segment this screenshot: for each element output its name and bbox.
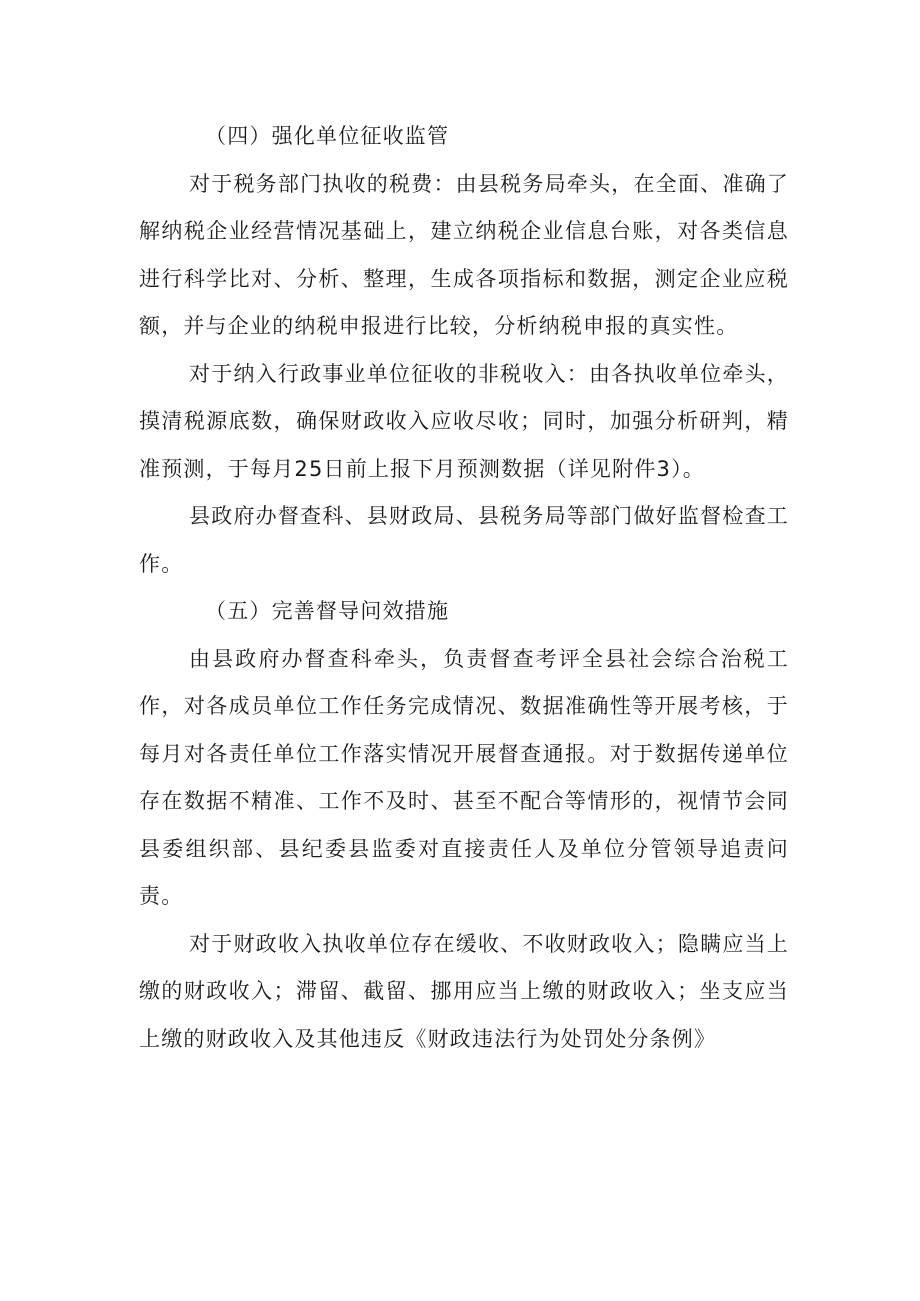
section-heading-4: （四）强化单位征收监管 xyxy=(205,124,450,148)
paragraph-violations: 对于财政收入执收单位存在缓收、不收财政收入；隐瞒应当上缴的财政收入；滞留、截留、挪用应当上缴的财政收入；坐支应当上缴的财政收入及其他违反《财政违法行为处罚处分条例》 xyxy=(139,931,789,1051)
section-heading-5: （五）完善督导问效措施 xyxy=(205,599,450,623)
paragraph-accountability: 由县政府办督查科牵头，负责督查考评全县社会综合治税工作，对各成员单位工作任务完成情况、数据准确性等开展考核，于每月对各责任单位工作落实情况开展督查通报。对于数据传递单位存在数据不精准、工作不及时、甚至不配合等情形的，视情节会同县委组织部、县纪委县监委对直接责任人及单位分管领导追责问责。 xyxy=(139,646,789,908)
document-body xyxy=(139,113,789,1063)
paragraph-non-tax-revenue: 对于纳入行政事业单位征收的非税收入：由各执收单位牵头，摸清税源底数，确保财政收入应收尽收；同时，加强分析研判，精准预测，于每月25日前上报下月预测数据（详见附件3）。 xyxy=(139,361,789,481)
paragraph-supervision: 县政府办督查科、县财政局、县税务局等部门做好监督检查工作。 xyxy=(139,504,789,576)
paragraph-tax-department: 对于税务部门执收的税费：由县税务局牵头，在全面、准确了解纳税企业经营情况基础上，建立纳税企业信息台账，对各类信息进行科学比对、分析、整理，生成各项指标和数据，测定企业应税额，并与企业的纳税申报进行比较，分析纳税申报的真实性。 xyxy=(139,171,789,338)
